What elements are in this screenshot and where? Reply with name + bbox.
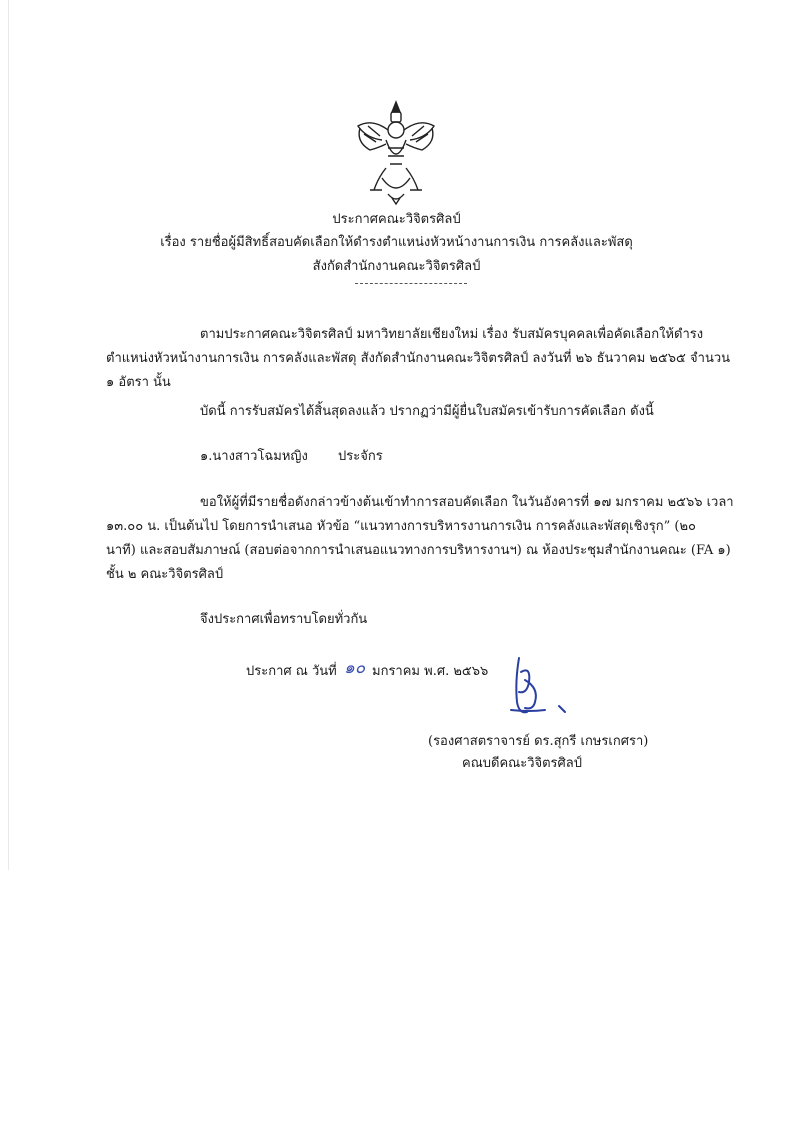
para2: บัดนี้ การรับสมัครได้สิ้นสุดลงแล้ว ปรากฏว่ามีผู้ยื่นใบสมัครเข้ารับการคัดเลือก ดังนี้	[200, 404, 654, 419]
para3-line1: ขอให้ผู้ที่มีรายชื่อดังกล่าวข้างต้นเข้าทำการสอบคัดเลือก ในวันอังคารที่ ๑๗ มกราคม ๒๕๖๖ เวลา	[200, 495, 734, 510]
announcement-title: ประกาศคณะวิจิตรศิลป์	[332, 212, 461, 227]
subject-line-2: สังกัดสำนักงานคณะวิจิตรศิลป์	[312, 259, 481, 274]
closing-line: จึงประกาศเพื่อทราบโดยทั่วกัน	[200, 612, 368, 627]
signatory-name: (รองศาสตราจารย์ ดร.สุกรี เกษรเกศรา)	[428, 734, 649, 749]
para1-line1: ตามประกาศคณะวิจิตรศิลป์ มหาวิทยาลัยเชียงใหม่ เรื่อง รับสมัครบุคคลเพื่อคัดเลือกให้ดำรง	[200, 327, 704, 342]
para3-line2: ๑๓.๐๐ น. เป็นต้นไป โดยการนำเสนอ หัวข้อ “แนวทางการบริหารงานการเงิน การคลังและพัสดุเชิงรุก” (๒๐	[106, 519, 696, 534]
subject-line: เรื่อง รายชื่อผู้มีสิทธิ์สอบคัดเลือกให้ดำรงตำแหน่งหัวหน้างานการเงิน การคลังและพัสดุ	[160, 235, 633, 250]
divider	[355, 283, 467, 284]
para3-line4: ชั้น ๒ คณะวิจิตรศิลป์	[106, 567, 224, 582]
candidate-name: ๑.นางสาวโฉมหญิง	[200, 449, 308, 464]
candidate-surname: ประจักร	[338, 449, 383, 464]
para1-line3: ๑ อัตรา นั้น	[106, 375, 171, 390]
signature-icon	[505, 652, 575, 722]
scan-edge	[8, 0, 9, 870]
signatory-position: คณบดีคณะวิจิตรศิลป์	[462, 756, 583, 771]
para3-line3: นาที) และสอบสัมภาษณ์ (สอบต่อจากการนำเสนอแนวทางการบริหารงานฯ) ณ ห้องประชุมสำนักงานคณะ (FA ๑)	[106, 543, 731, 558]
para1-line2: ตำแหน่งหัวหน้างานการเงิน การคลังและพัสดุ สังกัดสำนักงานคณะวิจิตรศิลป์ ลงวันที่ ๒๖ ธันวาคม ๒๕๖๕ จำนวน	[106, 351, 731, 366]
date-prefix: ประกาศ ณ วันที่	[246, 664, 337, 679]
date-suffix: มกราคม พ.ศ. ๒๕๖๖	[372, 664, 489, 679]
date-day-handwritten: ๑๐	[344, 658, 366, 678]
garuda-emblem-icon	[352, 98, 440, 206]
